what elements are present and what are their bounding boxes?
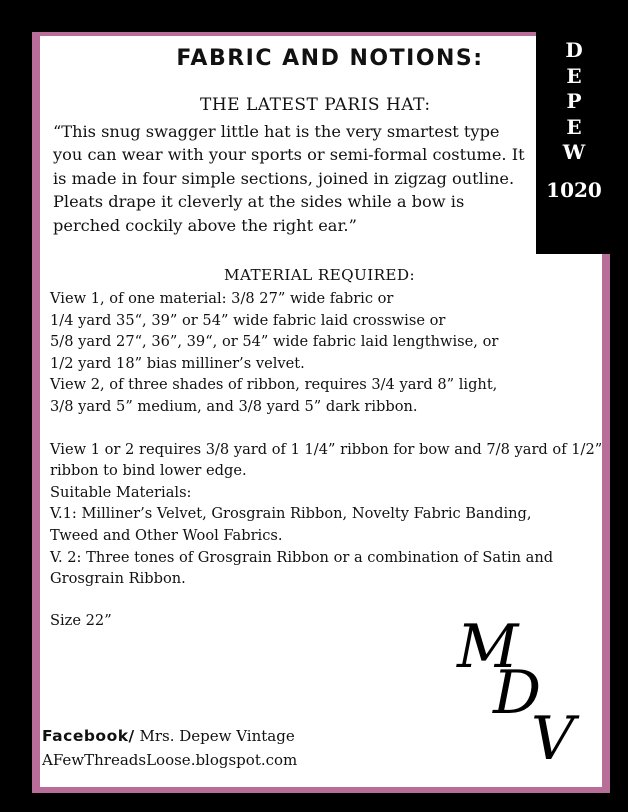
monogram-letter: V: [531, 704, 575, 774]
blog-url: AFewThreadsLoose.blogspot.com: [42, 751, 298, 769]
material-line: V. 2: Three tones of Grosgrain Ribbon or a combination of Satin and: [50, 548, 554, 566]
facebook-credit: [42, 727, 295, 745]
material-line: Grosgrain Ribbon.: [50, 570, 186, 588]
description-quote: “This snug swagger little hat is the very smartest type you can wear with your sports or semi-formal costume. It is made in four simple sections, joined in zigzag outline. Pleats drape it cleverly at the sides while a bow is perched cockily above the right ear.”: [53, 122, 525, 235]
monogram-letter: M: [457, 612, 519, 682]
monogram-letter: D: [493, 658, 542, 728]
facebook-label: Facebook/: [42, 727, 135, 745]
material-line: V.1: Milliner’s Velvet, Grosgrain Ribbon, Novelty Fabric Banding,: [50, 505, 532, 523]
tab-letter: E: [566, 114, 582, 139]
tab-letter: D: [565, 38, 583, 62]
material-line: View 1, of one material: 3/8 27” wide fabric or: [50, 290, 394, 307]
monogram-logo: [455, 612, 585, 782]
tab-letter: P: [566, 89, 582, 113]
page-heading: FABRIC AND NOTIONS:: [176, 46, 484, 71]
material-line: View 1 or 2 requires 3/8 yard of 1 1/4” ribbon for bow and 7/8 yard of 1/2”: [50, 440, 603, 458]
material-line: View 2, of three shades of ribbon, requires 3/4 yard 8” light,: [50, 376, 498, 394]
material-line: Suitable Materials:: [50, 483, 192, 501]
material-line: 3/8 yard 5” medium, and 3/8 yard 5” dark ribbon.: [50, 397, 418, 415]
material-line: 5/8 yard 27“, 36”, 39“, or 54” wide fabric laid lengthwise, or: [50, 333, 499, 351]
material-title: MATERIAL REQUIRED:: [224, 266, 416, 284]
tab-number: 1020: [546, 177, 602, 202]
material-list: [50, 288, 603, 631]
tab-letters: [536, 38, 612, 166]
subheading: THE LATEST PARIS HAT:: [200, 95, 431, 115]
material-line: 1/4 yard 35“, 39” or 54” wide fabric laid crosswise or: [50, 311, 446, 329]
facebook-name: Mrs. Depew Vintage: [134, 727, 295, 745]
tab-letter: E: [566, 63, 582, 88]
material-line: Tweed and Other Wool Fabrics.: [50, 526, 283, 544]
size-text: Size 22”: [50, 611, 112, 629]
tab-letter: W: [562, 140, 586, 164]
material-line: 1/2 yard 18” bias milliner’s velvet.: [50, 354, 305, 372]
material-line: ribbon to bind lower edge.: [50, 462, 247, 480]
pattern-tab: [536, 22, 612, 254]
